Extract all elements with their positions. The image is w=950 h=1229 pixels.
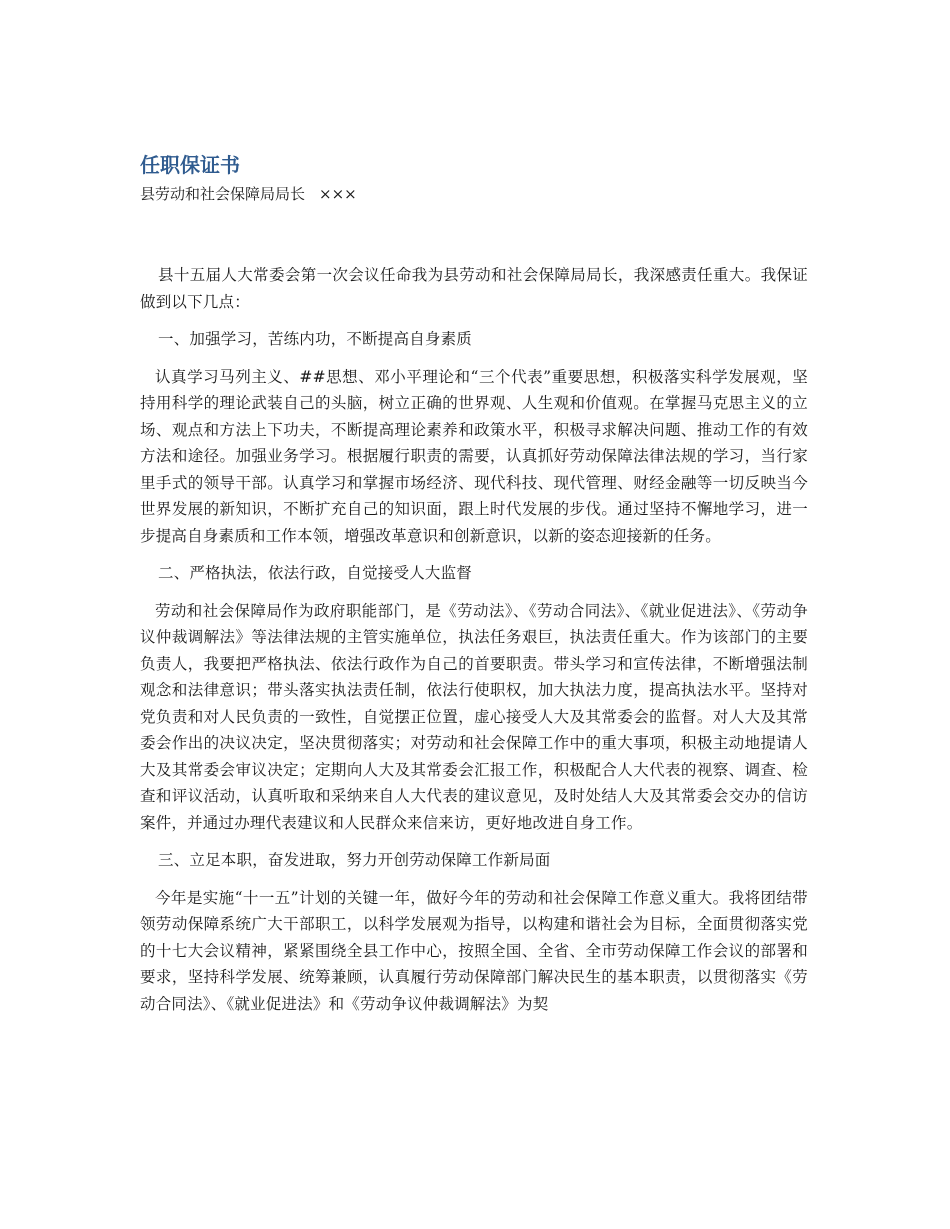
section-body-3: 今年是实施“十一五”计划的关键一年，做好今年的劳动和社会保障工作意义重大。我将团结带领劳动保障系统广大干部职工，以科学发展观为指导，以构建和谐社会为目标，全面贯彻落实党的十七大会议精神，紧紧围绕全县工作中心，按照全国、全省、全市劳动保障工作会议的部署和要求，坚持科学发展、统筹兼顾，认真履行劳动保障部门解决民生的基本职责，以贯彻落实《劳动合同法》、《就业促进法》和《劳动争议仲裁调解法》为契 (140, 888, 808, 1013)
document-title: 任职保证书 (140, 153, 240, 177)
document-subtitle (140, 182, 808, 206)
section-body-1: 认真学习马列主义、##思想、邓小平理论和“三个代表”重要思想，积极落实科学发展观，坚持用科学的理论武装自己的头脑，树立正确的世界观、人生观和价值观。在掌握马克思主义的立场、观点和方法上下功夫，不断提高理论素养和政策水平，积极寻求解决问题、推动工作的有效方法和途径。加强业务学习。根据履行职责的需要，认真抓好劳动保障法律法规的学习，当行家里手式的领导干部。认真学习和掌握市场经济、现代科技、现代管理、财经金融等一切反映当今世界发展的新知识，不断扩充自己的知识面，跟上时代发展的步伐。通过坚持不懈地学习，进一步提高自身素质和工作本领，增强改革意识和创新意识，以新的姿态迎接新的任务。 (140, 367, 808, 545)
section-body-2: 劳动和社会保障局作为政府职能部门，是《劳动法》、《劳动合同法》、《就业促进法》、《劳动争议仲裁调解法》等法律法规的主管实施单位，执法任务艰巨，执法责任重大。作为该部门的主要负责人，我要把严格执法、依法行政作为自己的首要职责。带头学习和宣传法律，不断增强法制观念和法律意识；带头落实执法责任制，依法行使职权，加大执法力度，提高执法水平。坚持对党负责和对人民负责的一致性，自觉摆正位置，虚心接受人大及其常委会的监督。对人大及其常委会作出的决议决定，坚决贯彻落实；对劳动和社会保障工作中的重大事项，积极主动地提请人大及其常委会审议决定；定期向人大及其常委会汇报工作，积极配合人大代表的视察、调查、检查和评议活动，认真听取和采纳来自人大代表的建议意见，及时处结人大及其常委会交办的信访案件，并通过办理代表建议和人民群众来信来访，更好地改进自身工作。 (140, 601, 808, 832)
section-heading-3: 三、立足本职，奋发进取，努力开创劳动保障工作新局面 (158, 851, 551, 869)
subtitle-name: ××× (319, 185, 357, 203)
section-heading-1: 一、加强学习，苦练内功，不断提高自身素质 (158, 330, 473, 348)
subtitle-position: 县劳动和社会保障局局长 (140, 185, 306, 203)
document-page (140, 150, 808, 1028)
section-heading-2: 二、严格执法，依法行政，自觉接受人大监督 (158, 564, 473, 582)
document-body (140, 262, 808, 1017)
intro-paragraph: 县十五届人大常委会第一次会议任命我为县劳动和社会保障局局长，我深感责任重大。我保证做到以下几点： (140, 266, 808, 311)
